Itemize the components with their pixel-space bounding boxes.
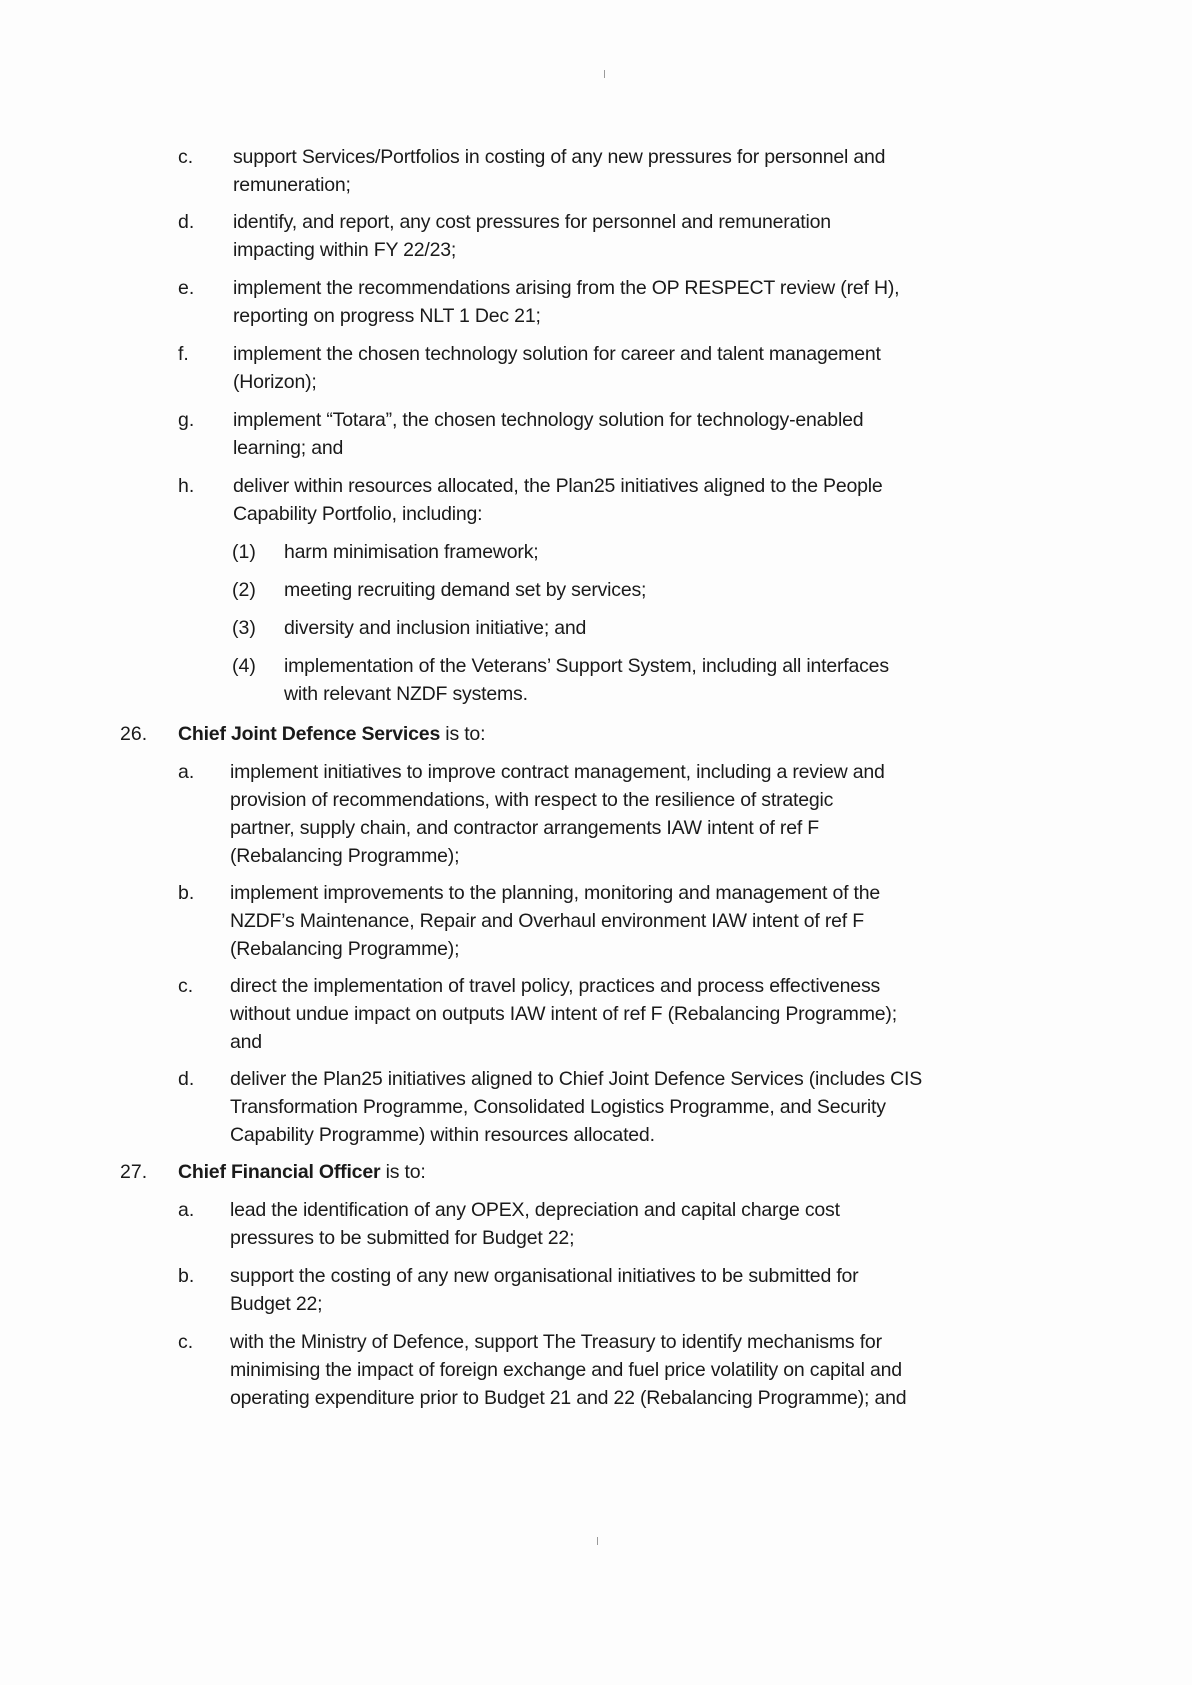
section-title: Chief Financial Officer [178, 1161, 381, 1183]
section-title: Chief Joint Defence Services [178, 723, 441, 745]
bottom-page-mark [597, 1537, 598, 1545]
document-page: c. support Services/Portfolios in costing of any new pressures for personnel and remuneration; d. identify, and report, any cost pressures for personnel and remuneration impacting within FY 22/23; e. implement the recommendations arising from the OP RESPECT review (ref H), reporting on progress NLT 1 Dec 21; f. implement the chosen technology solution for career and talent management (Horizon); g. implement “Totara”, the chosen technology solution for technology-enabled learning; and h. deliver within resources allocated, the Plan25 initiatives aligned to the People Capability Portfolio, including: (1) harm minimisation framework; (2) meeting recruiting demand set by services; (3) diversity and inclusion initiative; and (4) implementation of the Veterans’ Support System, including all interfaces with relevant NZDF systems. 26. Chief Joint Defence Services is to: a. implement initiatives to improve contract management, including a review and provision of recommendations, with respect to the resilience of strategic partner, supply chain, and contractor arrangements IAW intent of ref F (Rebalancing Programme); b. implement improvements to the planning, monitoring and management of the NZDF’s Maintenance, Repair and Overhaul environment IAW intent of ref F (Rebalancing Programme); c. direct the implementation of travel policy, practices and process effectiveness without undue impact on outputs IAW intent of ref F (Rebalancing Programme); and d. deliver the Plan25 initiatives aligned to Chief Joint Defence Services (includes CIS Transformation Programme, Consolidated Logistics Programme, and Security Capability Programme) within resources allocated. 27. Chief Financial Officer is to: a. lead the identification of any OPEX, depreciation and capital charge cost pressures to be submitted for Budget 22; b. support the costing of any new organisational initiatives to be submitted for Budget 22; c. with the Ministry of Defence, support The Treasury to identify mechanisms for minimising the impact of foreign exchange and fuel price volatility on capital and operating expenditure prior to Budget 21 and 22 (Rebalancing Programme); and [0, 0, 1192, 1685]
top-page-mark [604, 70, 605, 78]
